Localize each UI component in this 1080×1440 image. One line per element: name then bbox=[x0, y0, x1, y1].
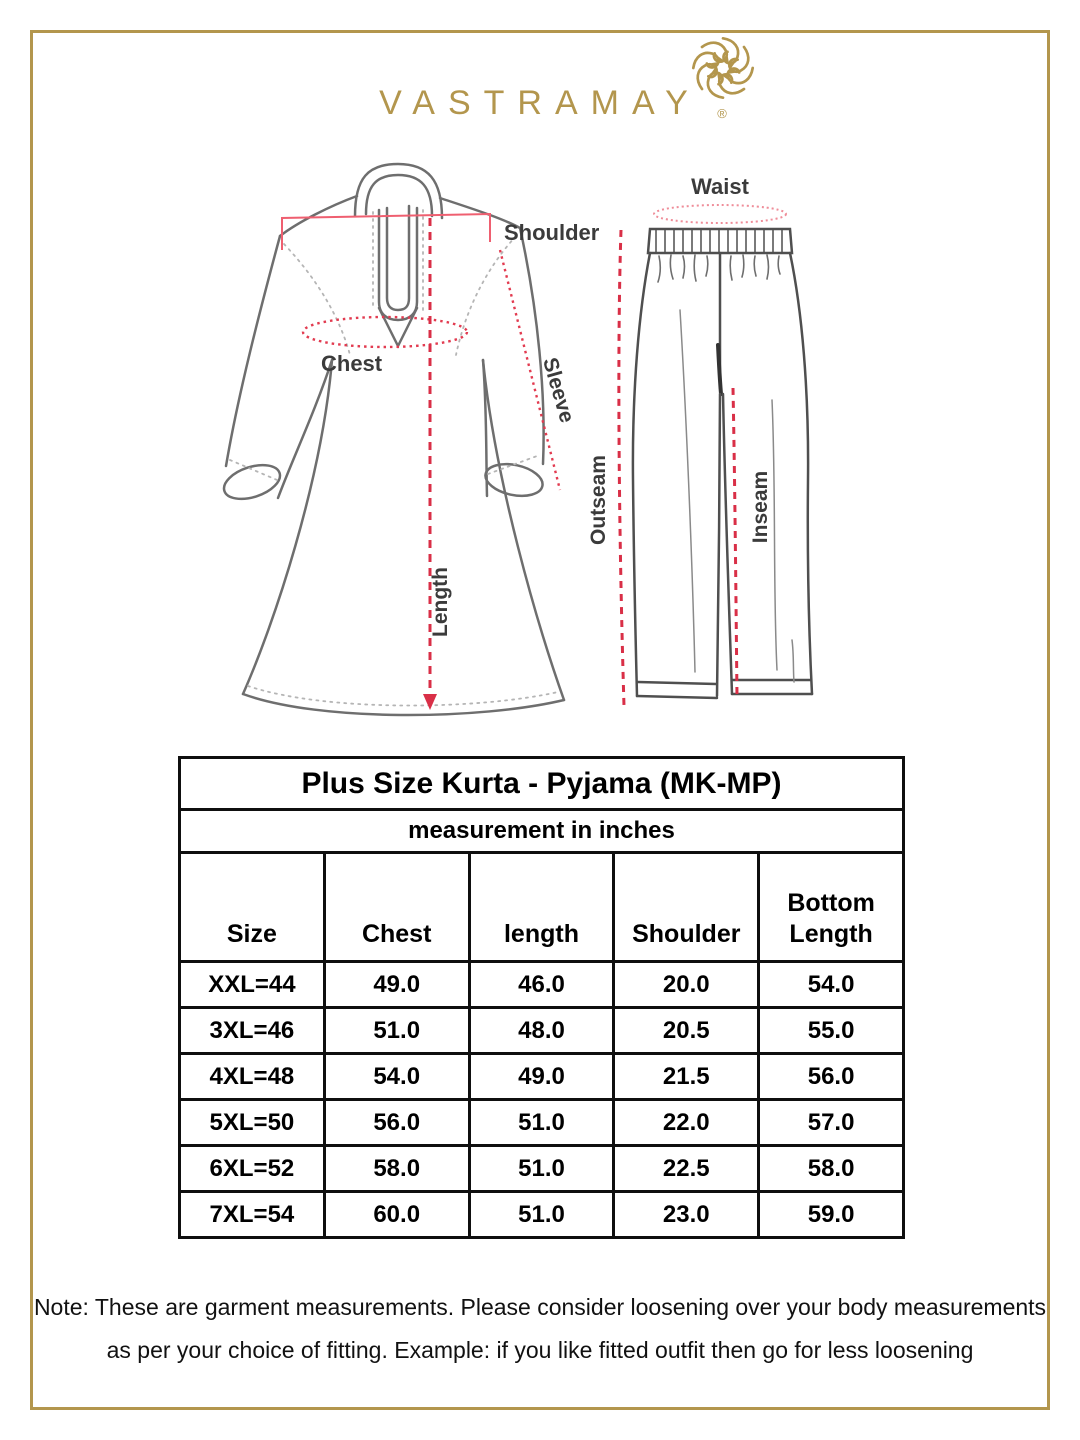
table-cell: 3XL=46 bbox=[180, 1008, 325, 1054]
chest-label: Chest bbox=[321, 351, 383, 376]
table-row bbox=[180, 1054, 904, 1100]
table-cell: 49.0 bbox=[469, 1054, 614, 1100]
table-cell: 20.0 bbox=[614, 962, 759, 1008]
waist-label: Waist bbox=[691, 174, 749, 199]
table-cell: 51.0 bbox=[469, 1100, 614, 1146]
table-cell: 5XL=50 bbox=[180, 1100, 325, 1146]
measurement-diagram bbox=[180, 150, 900, 730]
table-subtitle: measurement in inches bbox=[180, 810, 904, 853]
brand-name: VASTRAMAY bbox=[379, 84, 701, 122]
brand-header bbox=[0, 84, 1080, 123]
table-cell: 51.0 bbox=[469, 1146, 614, 1192]
table-cell: 46.0 bbox=[469, 962, 614, 1008]
inseam-measure-line bbox=[733, 388, 737, 696]
table-cell: 54.0 bbox=[324, 1054, 469, 1100]
length-arrowhead bbox=[423, 694, 437, 710]
table-cell: 58.0 bbox=[759, 1146, 904, 1192]
length-label: Length bbox=[429, 567, 452, 637]
note-line-2: as per your choice of fitting. Example: if you like fitted outfit then go for less loosening bbox=[106, 1337, 974, 1363]
table-cell: 58.0 bbox=[324, 1146, 469, 1192]
table-cell: 7XL=54 bbox=[180, 1192, 325, 1238]
floral-mandala-icon bbox=[685, 32, 761, 104]
table-title: Plus Size Kurta - Pyjama (MK-MP) bbox=[180, 758, 904, 810]
table-cell: 49.0 bbox=[324, 962, 469, 1008]
table-header-row bbox=[180, 853, 904, 962]
table-cell: 20.5 bbox=[614, 1008, 759, 1054]
pyjama-diagram bbox=[633, 229, 812, 698]
table-cell: 21.5 bbox=[614, 1054, 759, 1100]
size-chart-table bbox=[178, 756, 905, 1239]
outseam-label: Outseam bbox=[587, 455, 610, 545]
shoulder-label: Shoulder bbox=[504, 220, 600, 245]
registered-mark: ® bbox=[717, 106, 727, 121]
note-line-1: Note: These are garment measurements. Please consider loosening over your body measurements bbox=[33, 1294, 1047, 1320]
table-row bbox=[180, 1100, 904, 1146]
column-header-size: Size bbox=[180, 853, 325, 962]
table-cell: 51.0 bbox=[469, 1192, 614, 1238]
table-cell: 60.0 bbox=[324, 1192, 469, 1238]
table-cell: 23.0 bbox=[614, 1192, 759, 1238]
table-row bbox=[180, 1146, 904, 1192]
sleeve-label: Sleeve bbox=[538, 355, 579, 426]
table-cell: 56.0 bbox=[759, 1054, 904, 1100]
inseam-label: Inseam bbox=[749, 470, 772, 544]
table-row bbox=[180, 1008, 904, 1054]
table-cell: 22.5 bbox=[614, 1146, 759, 1192]
column-header-bottom-length: Bottom Length bbox=[759, 853, 904, 962]
table-row bbox=[180, 962, 904, 1008]
column-header-shoulder: Shoulder bbox=[614, 853, 759, 962]
table-cell: 59.0 bbox=[759, 1192, 904, 1238]
waist-measure-ellipse bbox=[654, 205, 786, 223]
table-cell: XXL=44 bbox=[180, 962, 325, 1008]
table-row bbox=[180, 1192, 904, 1238]
table-cell: 6XL=52 bbox=[180, 1146, 325, 1192]
note-text bbox=[0, 1286, 1080, 1372]
kurta-diagram bbox=[220, 164, 564, 715]
table-cell: 4XL=48 bbox=[180, 1054, 325, 1100]
column-header-length: length bbox=[469, 853, 614, 962]
table-cell: 54.0 bbox=[759, 962, 904, 1008]
table-title-row bbox=[180, 758, 904, 810]
table-cell: 57.0 bbox=[759, 1100, 904, 1146]
outseam-measure-line bbox=[619, 230, 624, 706]
table-cell: 48.0 bbox=[469, 1008, 614, 1054]
table-cell: 55.0 bbox=[759, 1008, 904, 1054]
brand-logo bbox=[379, 84, 727, 123]
table-subtitle-row bbox=[180, 810, 904, 853]
table-cell: 56.0 bbox=[324, 1100, 469, 1146]
table-cell: 51.0 bbox=[324, 1008, 469, 1054]
table-cell: 22.0 bbox=[614, 1100, 759, 1146]
column-header-chest: Chest bbox=[324, 853, 469, 962]
